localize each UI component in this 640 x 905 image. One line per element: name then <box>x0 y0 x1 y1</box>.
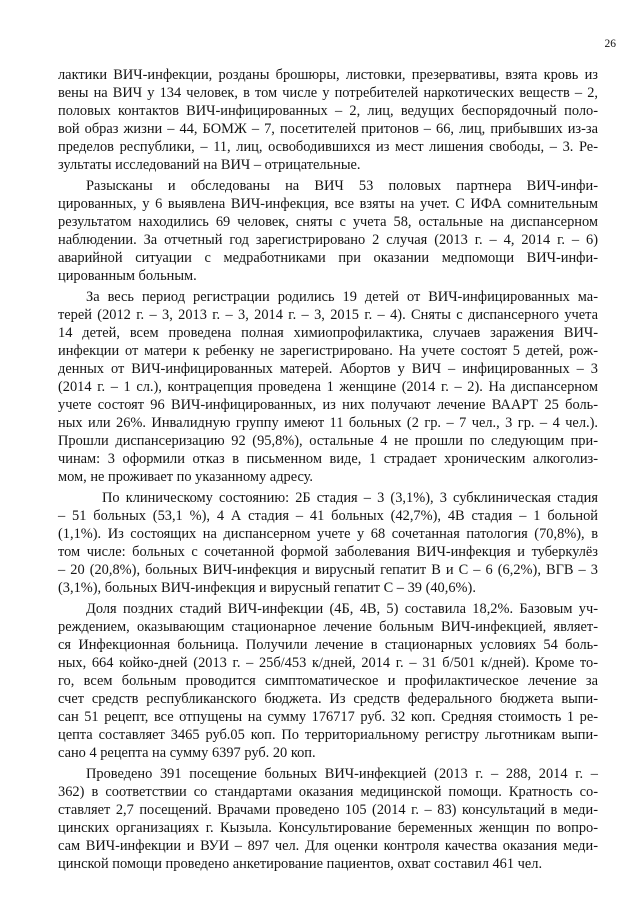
text-line: За весь период регистрации родились 19 детей от ВИЧ-инфицированных ма- <box>86 289 598 305</box>
text-line: По клиническому состоянию: 2Б стадия – 3 (3,1%), 3 субклиническая стадия <box>102 490 598 506</box>
text-line: реждением, оказывающим стационарное лечение больным ВИЧ-инфекцией, являет- <box>58 619 598 635</box>
text-line: наблюдении. За отчетный год зарегистрировано 2 случая (2013 г. – 4, 2014 г. – 6) <box>58 232 598 248</box>
text-line: сано 4 рецепта на сумму 6397 руб. 20 коп. <box>58 745 316 761</box>
text-line: инфекции от матери к ребенку не зарегистрировано. На учете состоят 5 детей, рож- <box>58 343 598 359</box>
paragraph <box>58 600 598 762</box>
text-line: том числе: больных с сочетанной формой заболевания ВИЧ-инфекция и туберкулёз <box>58 544 598 560</box>
page-number: 26 <box>604 38 616 50</box>
text-line: вены на ВИЧ у 134 человек, в том числе у потребителей наркотических веществ – 2, <box>58 85 598 101</box>
text-line: (2014 г. – 1 сл.), контрацепция проведена 1 женщине (2014 г. – 2). На диспансерном <box>58 379 598 395</box>
text-line: учете состоят 96 ВИЧ-инфицированных, из них получают лечение ВААРТ 25 боль- <box>58 397 598 413</box>
paragraph <box>58 288 598 486</box>
document-body <box>58 66 598 876</box>
text-line: Проведено 391 посещение больных ВИЧ-инфекцией (2013 г. – 288, 2014 г. – <box>86 766 598 782</box>
text-line: цинской помощи проведено анкетирование пациентов, охват составил 461 чел. <box>58 856 543 872</box>
paragraph <box>58 177 598 285</box>
text-line: результатом находились 69 человек, сняты с учета 58, остальные на диспансерном <box>58 214 598 230</box>
text-line: сан 51 рецепт, все отпущены на сумму 176717 руб. 32 коп. Средняя стоимость 1 ре- <box>58 709 598 725</box>
paragraph <box>58 66 598 174</box>
text-line: Доля поздних стадий ВИЧ-инфекции (4Б, 4В, 5) составила 18,2%. Базовым уч- <box>86 601 598 617</box>
text-line: мом, не проживает по указанному адресу. <box>58 469 314 485</box>
text-line: ся Инфекционная больница. Получили лечение в стационарных условиях 54 боль- <box>58 637 598 653</box>
text-line: 14 детей, всем проведена полная химиопрофилактика, случаев заражения ВИЧ- <box>58 325 598 341</box>
text-line: ных или 26%. Инвалидную группу имеют 11 больных (2 гр. – 7 чел., 3 гр. – 4 чел.). <box>58 415 598 431</box>
text-line: – 51 больных (53,1 %), 4 А стадия – 41 больных (42,7%), 4В стадия – 1 больной <box>58 508 598 524</box>
text-line: терей (2012 г. – 3, 2013 г. – 3, 2014 г. – 3, 2015 г. – 4). Сняты с диспансерного учета <box>58 307 598 323</box>
paragraph <box>58 765 598 873</box>
text-line: го, всем больным проводится симптоматическое и профилактическое лечение за <box>58 673 598 689</box>
text-line: вой образ жизни – 44, БОМЖ – 7, посетителей притонов – 66, лиц, прибывших из-за <box>58 121 598 137</box>
text-line: ных, 664 койко-дней (2013 г. – 25б/453 к/дней, 2014 г. – 31 б/501 к/дней). Кроме то- <box>58 655 598 671</box>
text-line: – 20 (20,8%), больных ВИЧ-инфекция и вирусный гепатит В и С – 6 (6,2%), ВГВ – 3 <box>58 562 598 578</box>
text-line: Прошли диспансеризацию 92 (95,8%), остальные 4 не прошли по следующим при- <box>58 433 598 449</box>
text-line: 362) в соответствии со стандартами оказания медицинской помощи. Кратность со- <box>58 784 598 800</box>
text-line: счет средств республиканского бюджета. Из средств федерального бюджета выпи- <box>58 691 598 707</box>
text-line: половых контактов ВИЧ-инфицированных – 2, лиц, ведущих беспорядочный поло- <box>58 103 598 119</box>
text-line: чинам: 3 оформили отказ в письменном виде, 1 страдает хроническим алкоголиз- <box>58 451 598 467</box>
text-line: ставляет 2,7 посещений. Врачами проведено 105 (2014 г. – 83) консультаций в меди- <box>58 802 598 818</box>
text-line: цированных, у 6 выявлена ВИЧ-инфекция, все взяты на учет. С ИФА сомнительным <box>58 196 598 212</box>
text-line: зультаты исследований на ВИЧ – отрицательные. <box>58 157 361 173</box>
text-line: денных от ВИЧ-инфицированных матерей. Абортов у ВИЧ – инфицированных – 3 <box>58 361 598 377</box>
text-line: пределов республики, – 11, лиц, освободившихся из мест лишения свободы, – 3. Ре- <box>58 139 598 155</box>
paragraph <box>58 489 598 597</box>
text-line: цинских организациях г. Кызыла. Консультирование беременных женщин по вопро- <box>58 820 598 836</box>
text-line: сам ВИЧ-инфекции и ВУИ – 897 чел. Для оценки контроля качества оказания меди- <box>58 838 598 854</box>
text-line: Разысканы и обследованы на ВИЧ 53 половых партнера ВИЧ-инфи- <box>86 178 598 194</box>
text-line: аварийной ситуации с медработниками при оказании медпомощи ВИЧ-инфи- <box>58 250 598 266</box>
text-line: (3,1%), больных ВИЧ-инфекция и вирусный гепатит С – 39 (40,6%). <box>58 580 476 596</box>
text-line: (1,1%). Из состоящих на диспансерном учете у 68 сочетанная патология (70,8%), в <box>58 526 598 542</box>
text-line: цепта составляет 3465 руб.05 коп. По территориальному регистру льготникам выпи- <box>58 727 598 743</box>
text-line: цированным больным. <box>58 268 197 284</box>
text-line: лактики ВИЧ-инфекции, розданы брошюры, листовки, презервативы, взята кровь из <box>58 67 598 83</box>
